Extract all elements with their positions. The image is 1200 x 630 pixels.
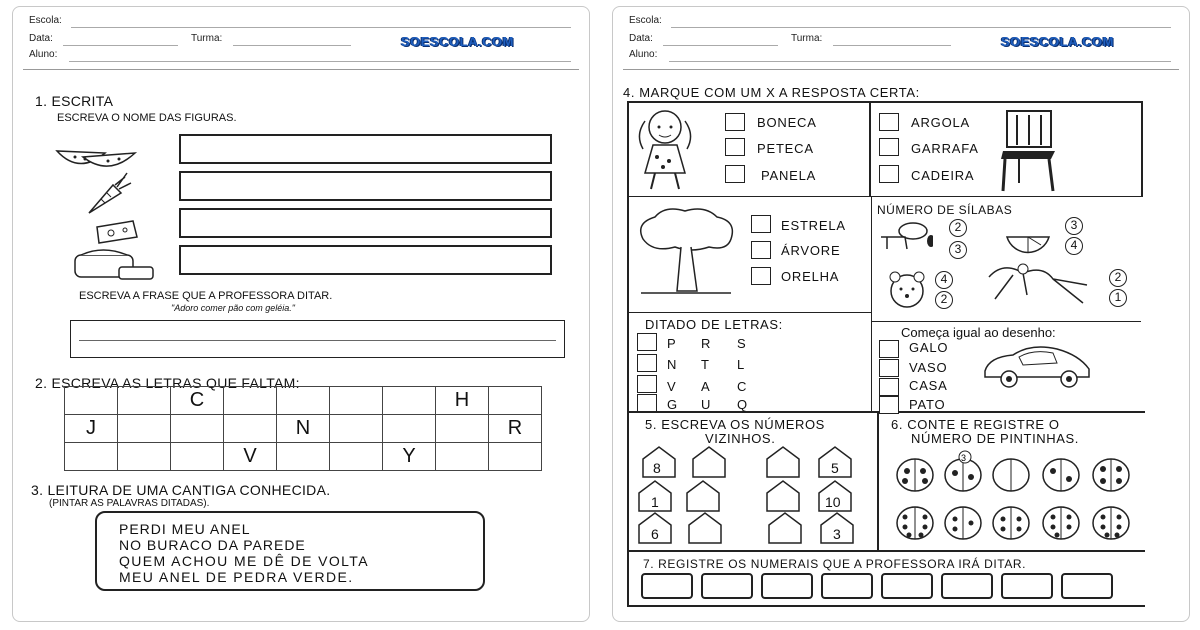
option-garrafa: GARRAFA bbox=[911, 141, 979, 156]
ladybug-icon bbox=[1093, 459, 1129, 491]
phrase-answer-line bbox=[79, 340, 556, 341]
house-icon bbox=[769, 513, 801, 543]
number-answer-box[interactable] bbox=[1001, 573, 1053, 599]
checkbox-cadeira[interactable] bbox=[879, 165, 899, 183]
dictation-checkbox[interactable] bbox=[637, 354, 657, 372]
grid-cell[interactable] bbox=[330, 415, 383, 443]
phrase-instruction: ESCREVA A FRASE QUE A PROFESSORA DITAR. bbox=[79, 290, 333, 302]
ladybug-icon bbox=[897, 507, 933, 539]
checkbox-estrela[interactable] bbox=[751, 215, 771, 233]
checkbox-arvore[interactable] bbox=[751, 241, 771, 259]
figures-column bbox=[53, 133, 159, 285]
grid-cell[interactable] bbox=[118, 387, 171, 415]
divider-h1 bbox=[627, 196, 1143, 197]
grid-cell[interactable] bbox=[383, 415, 436, 443]
grid-cell[interactable]: Y bbox=[383, 443, 436, 471]
grid-cell[interactable]: J bbox=[65, 415, 118, 443]
answer-box-bread[interactable] bbox=[179, 245, 552, 275]
grid-cell[interactable] bbox=[118, 415, 171, 443]
song-line: NO BURACO DA PAREDE bbox=[119, 537, 306, 553]
dictation-letter: S bbox=[737, 336, 747, 351]
option-argola: ARGOLA bbox=[911, 115, 970, 130]
option-orelha: ORELHA bbox=[781, 269, 840, 284]
begins-checkbox[interactable] bbox=[879, 340, 899, 358]
checkbox-garrafa[interactable] bbox=[879, 138, 899, 156]
dictation-checkbox[interactable] bbox=[637, 333, 657, 351]
grid-row bbox=[65, 387, 542, 415]
frame-right-top bbox=[1141, 101, 1143, 197]
grid-cell[interactable] bbox=[330, 387, 383, 415]
dictation-letter: Q bbox=[737, 397, 748, 412]
answer-box-cheese[interactable] bbox=[179, 208, 552, 238]
house-icon bbox=[689, 513, 721, 543]
class-label: Turma: bbox=[191, 33, 223, 44]
grid-cell[interactable] bbox=[118, 443, 171, 471]
dictated-phrase: "Adoro comer pão com geléia." bbox=[171, 303, 295, 313]
section-1-instruction: ESCREVA O NOME DAS FIGURAS. bbox=[57, 112, 237, 124]
divider-v3 bbox=[877, 413, 879, 551]
option-cadeira: CADEIRA bbox=[911, 168, 975, 183]
divider-h3 bbox=[871, 321, 1141, 322]
answer-box-carrot[interactable] bbox=[179, 171, 552, 201]
phrase-answer-box[interactable] bbox=[70, 320, 565, 358]
number-answer-box[interactable] bbox=[941, 573, 993, 599]
school-label: Escola: bbox=[29, 15, 62, 26]
number-answer-box[interactable] bbox=[881, 573, 933, 599]
begins-option: CASA bbox=[909, 378, 948, 393]
syllable-option[interactable]: 2 bbox=[935, 291, 953, 309]
syllables-title: NÚMERO DE SÍLABAS bbox=[877, 203, 1013, 217]
grid-cell[interactable] bbox=[383, 387, 436, 415]
dictation-letter: A bbox=[701, 379, 711, 394]
checkbox-peteca[interactable] bbox=[725, 138, 745, 156]
bread-icon bbox=[75, 250, 153, 279]
house-icon bbox=[693, 447, 725, 477]
song-line: MEU ANEL DE PEDRA VERDE. bbox=[119, 569, 354, 585]
carrot-icon bbox=[89, 173, 131, 213]
grid-cell[interactable] bbox=[224, 387, 277, 415]
checkbox-argola[interactable] bbox=[879, 113, 899, 131]
house-number: 1 bbox=[651, 494, 659, 510]
house-number: 5 bbox=[831, 460, 839, 476]
school-line bbox=[71, 27, 571, 28]
date-label: Data: bbox=[629, 33, 653, 44]
frog-icon bbox=[983, 255, 1099, 309]
grid-cell[interactable] bbox=[436, 415, 489, 443]
ladybug-icon bbox=[945, 507, 981, 539]
grid-cell[interactable]: N bbox=[277, 415, 330, 443]
bear-icon bbox=[885, 269, 929, 309]
grid-cell[interactable] bbox=[277, 387, 330, 415]
syllable-option[interactable]: 3 bbox=[1065, 217, 1083, 235]
section-3-instruction: (PINTAR AS PALAVRAS DITADAS). bbox=[49, 498, 210, 509]
begins-option: PATO bbox=[909, 397, 946, 412]
grid-cell[interactable] bbox=[171, 415, 224, 443]
grid-cell[interactable]: C bbox=[171, 387, 224, 415]
dictation-letter: U bbox=[701, 397, 712, 412]
grid-cell[interactable] bbox=[436, 443, 489, 471]
worksheet-page-2 bbox=[612, 6, 1190, 622]
watermelon-icon bbox=[57, 151, 135, 166]
grid-cell[interactable] bbox=[277, 443, 330, 471]
missing-letters-grid bbox=[64, 386, 542, 471]
ladybug-icon bbox=[1043, 459, 1079, 491]
class-label: Turma: bbox=[791, 33, 823, 44]
number-answer-box[interactable] bbox=[1061, 573, 1113, 599]
checkbox-orelha[interactable] bbox=[751, 267, 771, 285]
syllable-option[interactable]: 4 bbox=[1065, 237, 1083, 255]
section-2-title: 2. ESCREVA AS LETRAS QUE FALTAM: bbox=[35, 375, 300, 391]
grid-cell[interactable] bbox=[65, 387, 118, 415]
school-label: Escola: bbox=[629, 15, 662, 26]
dictation-letter: V bbox=[667, 379, 677, 394]
divider-h2 bbox=[627, 312, 871, 313]
section-3-title: 3. LEITURA DE UMA CANTIGA CONHECIDA. bbox=[31, 482, 331, 498]
number-answer-box[interactable] bbox=[701, 573, 753, 599]
house-icon bbox=[819, 447, 851, 477]
house-number: 3 bbox=[833, 526, 841, 542]
begins-option: VASO bbox=[909, 360, 948, 375]
dictation-letter: N bbox=[667, 357, 678, 372]
student-label: Aluno: bbox=[29, 49, 58, 60]
grid-cell[interactable] bbox=[330, 443, 383, 471]
tree-icon bbox=[631, 203, 743, 299]
begins-title: Começa igual ao desenho: bbox=[901, 325, 1056, 340]
cheese-icon bbox=[97, 221, 137, 243]
doll-icon bbox=[631, 105, 701, 193]
grid-cell[interactable] bbox=[489, 443, 542, 471]
site-logo: SOESCOLA.COM bbox=[1001, 34, 1114, 49]
dog-icon bbox=[877, 219, 933, 253]
dictation-letter: C bbox=[737, 379, 748, 394]
worksheet-page-1 bbox=[12, 6, 590, 622]
divider-v2 bbox=[871, 197, 872, 411]
house-icon bbox=[821, 513, 853, 543]
syllable-option[interactable]: 3 bbox=[949, 241, 967, 259]
student-line bbox=[69, 61, 571, 62]
syllable-option[interactable]: 2 bbox=[1109, 269, 1127, 287]
grid-row bbox=[65, 443, 542, 471]
ladybug-icon bbox=[897, 459, 933, 491]
option-arvore: ÁRVORE bbox=[781, 243, 841, 258]
song-box bbox=[95, 511, 485, 591]
header-divider bbox=[623, 69, 1179, 70]
house-icon bbox=[819, 481, 851, 511]
divider-v1 bbox=[869, 101, 871, 197]
ladybug-icon bbox=[945, 451, 981, 491]
answer-box-watermelon[interactable] bbox=[179, 134, 552, 164]
grid-cell[interactable] bbox=[224, 415, 277, 443]
divider-h5 bbox=[627, 550, 1145, 552]
option-peteca: PETECA bbox=[757, 141, 814, 156]
ladybug-icon bbox=[1043, 507, 1079, 539]
ladybugs bbox=[891, 447, 1141, 547]
house-number: 6 bbox=[651, 526, 659, 542]
dictation-title: DITADO DE LETRAS: bbox=[645, 317, 783, 332]
syllable-option[interactable]: 2 bbox=[949, 219, 967, 237]
begins-checkbox[interactable] bbox=[879, 396, 899, 414]
house-icon bbox=[639, 513, 671, 543]
grid-cell[interactable] bbox=[489, 387, 542, 415]
section-6-title-line-2: NÚMERO DE PINTINHAS. bbox=[911, 431, 1080, 446]
house-icon bbox=[687, 481, 719, 511]
clock-icon bbox=[1003, 223, 1053, 257]
dictation-letter: G bbox=[667, 397, 678, 412]
frame-bottom bbox=[627, 605, 1145, 607]
class-line bbox=[233, 45, 351, 46]
site-logo: SOESCOLA.COM bbox=[401, 34, 514, 49]
house-icon bbox=[767, 481, 799, 511]
section-5-title-line-2: VIZINHOS. bbox=[705, 431, 776, 446]
begins-checkbox[interactable] bbox=[879, 378, 899, 396]
dictation-letter: T bbox=[701, 357, 710, 372]
section-6-title: 6. CONTE E REGISTRE O bbox=[891, 417, 1060, 432]
ladybug-icon bbox=[1093, 507, 1129, 539]
house-icon bbox=[643, 447, 675, 477]
section-4-title: 4. MARQUE COM UM X A RESPOSTA CERTA: bbox=[623, 85, 920, 100]
student-label: Aluno: bbox=[629, 49, 658, 60]
number-answer-box[interactable] bbox=[821, 573, 873, 599]
house-number: 10 bbox=[825, 494, 841, 510]
checkbox-boneca[interactable] bbox=[725, 113, 745, 131]
dictation-checkbox[interactable] bbox=[637, 375, 657, 393]
song-line: QUEM ACHOU ME DÊ DE VOLTA bbox=[119, 553, 369, 569]
number-answer-box[interactable] bbox=[761, 573, 813, 599]
house-icon bbox=[639, 481, 671, 511]
date-label: Data: bbox=[29, 33, 53, 44]
class-line bbox=[833, 45, 951, 46]
syllable-option[interactable]: 4 bbox=[935, 271, 953, 289]
section-1-title: 1. ESCRITA bbox=[35, 93, 114, 109]
syllable-option[interactable]: 1 bbox=[1109, 289, 1127, 307]
student-line bbox=[669, 61, 1171, 62]
dictation-letter: P bbox=[667, 336, 677, 351]
number-houses bbox=[629, 443, 875, 549]
ladybug-icon bbox=[993, 507, 1029, 539]
section-7-title: 7. REGISTRE OS NUMERAIS QUE A PROFESSORA IRÁ DITAR. bbox=[643, 557, 1027, 571]
grid-cell[interactable] bbox=[171, 443, 224, 471]
section-5-title: 5. ESCREVA OS NÚMEROS bbox=[645, 417, 825, 432]
begins-checkbox[interactable] bbox=[879, 359, 899, 377]
begins-option: GALO bbox=[909, 340, 949, 355]
date-line bbox=[663, 45, 778, 46]
option-boneca: BONECA bbox=[757, 115, 817, 130]
date-line bbox=[63, 45, 178, 46]
car-icon bbox=[979, 341, 1097, 391]
number-answer-box[interactable] bbox=[641, 573, 693, 599]
grid-row bbox=[65, 415, 542, 443]
grid-cell[interactable]: V bbox=[224, 443, 277, 471]
frame-top bbox=[627, 101, 1143, 103]
school-line bbox=[671, 27, 1171, 28]
dictation-checkbox[interactable] bbox=[637, 394, 657, 412]
dictation-letter: L bbox=[737, 357, 746, 372]
chair-icon bbox=[997, 107, 1063, 193]
marked-count: 3 bbox=[961, 453, 967, 463]
checkbox-panela[interactable] bbox=[725, 165, 745, 183]
option-panela: PANELA bbox=[761, 168, 817, 183]
header-divider bbox=[23, 69, 579, 70]
grid-cell[interactable] bbox=[65, 443, 118, 471]
song-line: PERDI MEU ANEL bbox=[119, 521, 251, 537]
house-number: 8 bbox=[653, 460, 661, 476]
house-icon bbox=[767, 447, 799, 477]
grid-cell[interactable]: R bbox=[489, 415, 542, 443]
grid-cell[interactable]: H bbox=[436, 387, 489, 415]
dictation-letter: R bbox=[701, 336, 712, 351]
option-estrela: ESTRELA bbox=[781, 218, 846, 233]
ladybug-icon bbox=[993, 459, 1029, 491]
